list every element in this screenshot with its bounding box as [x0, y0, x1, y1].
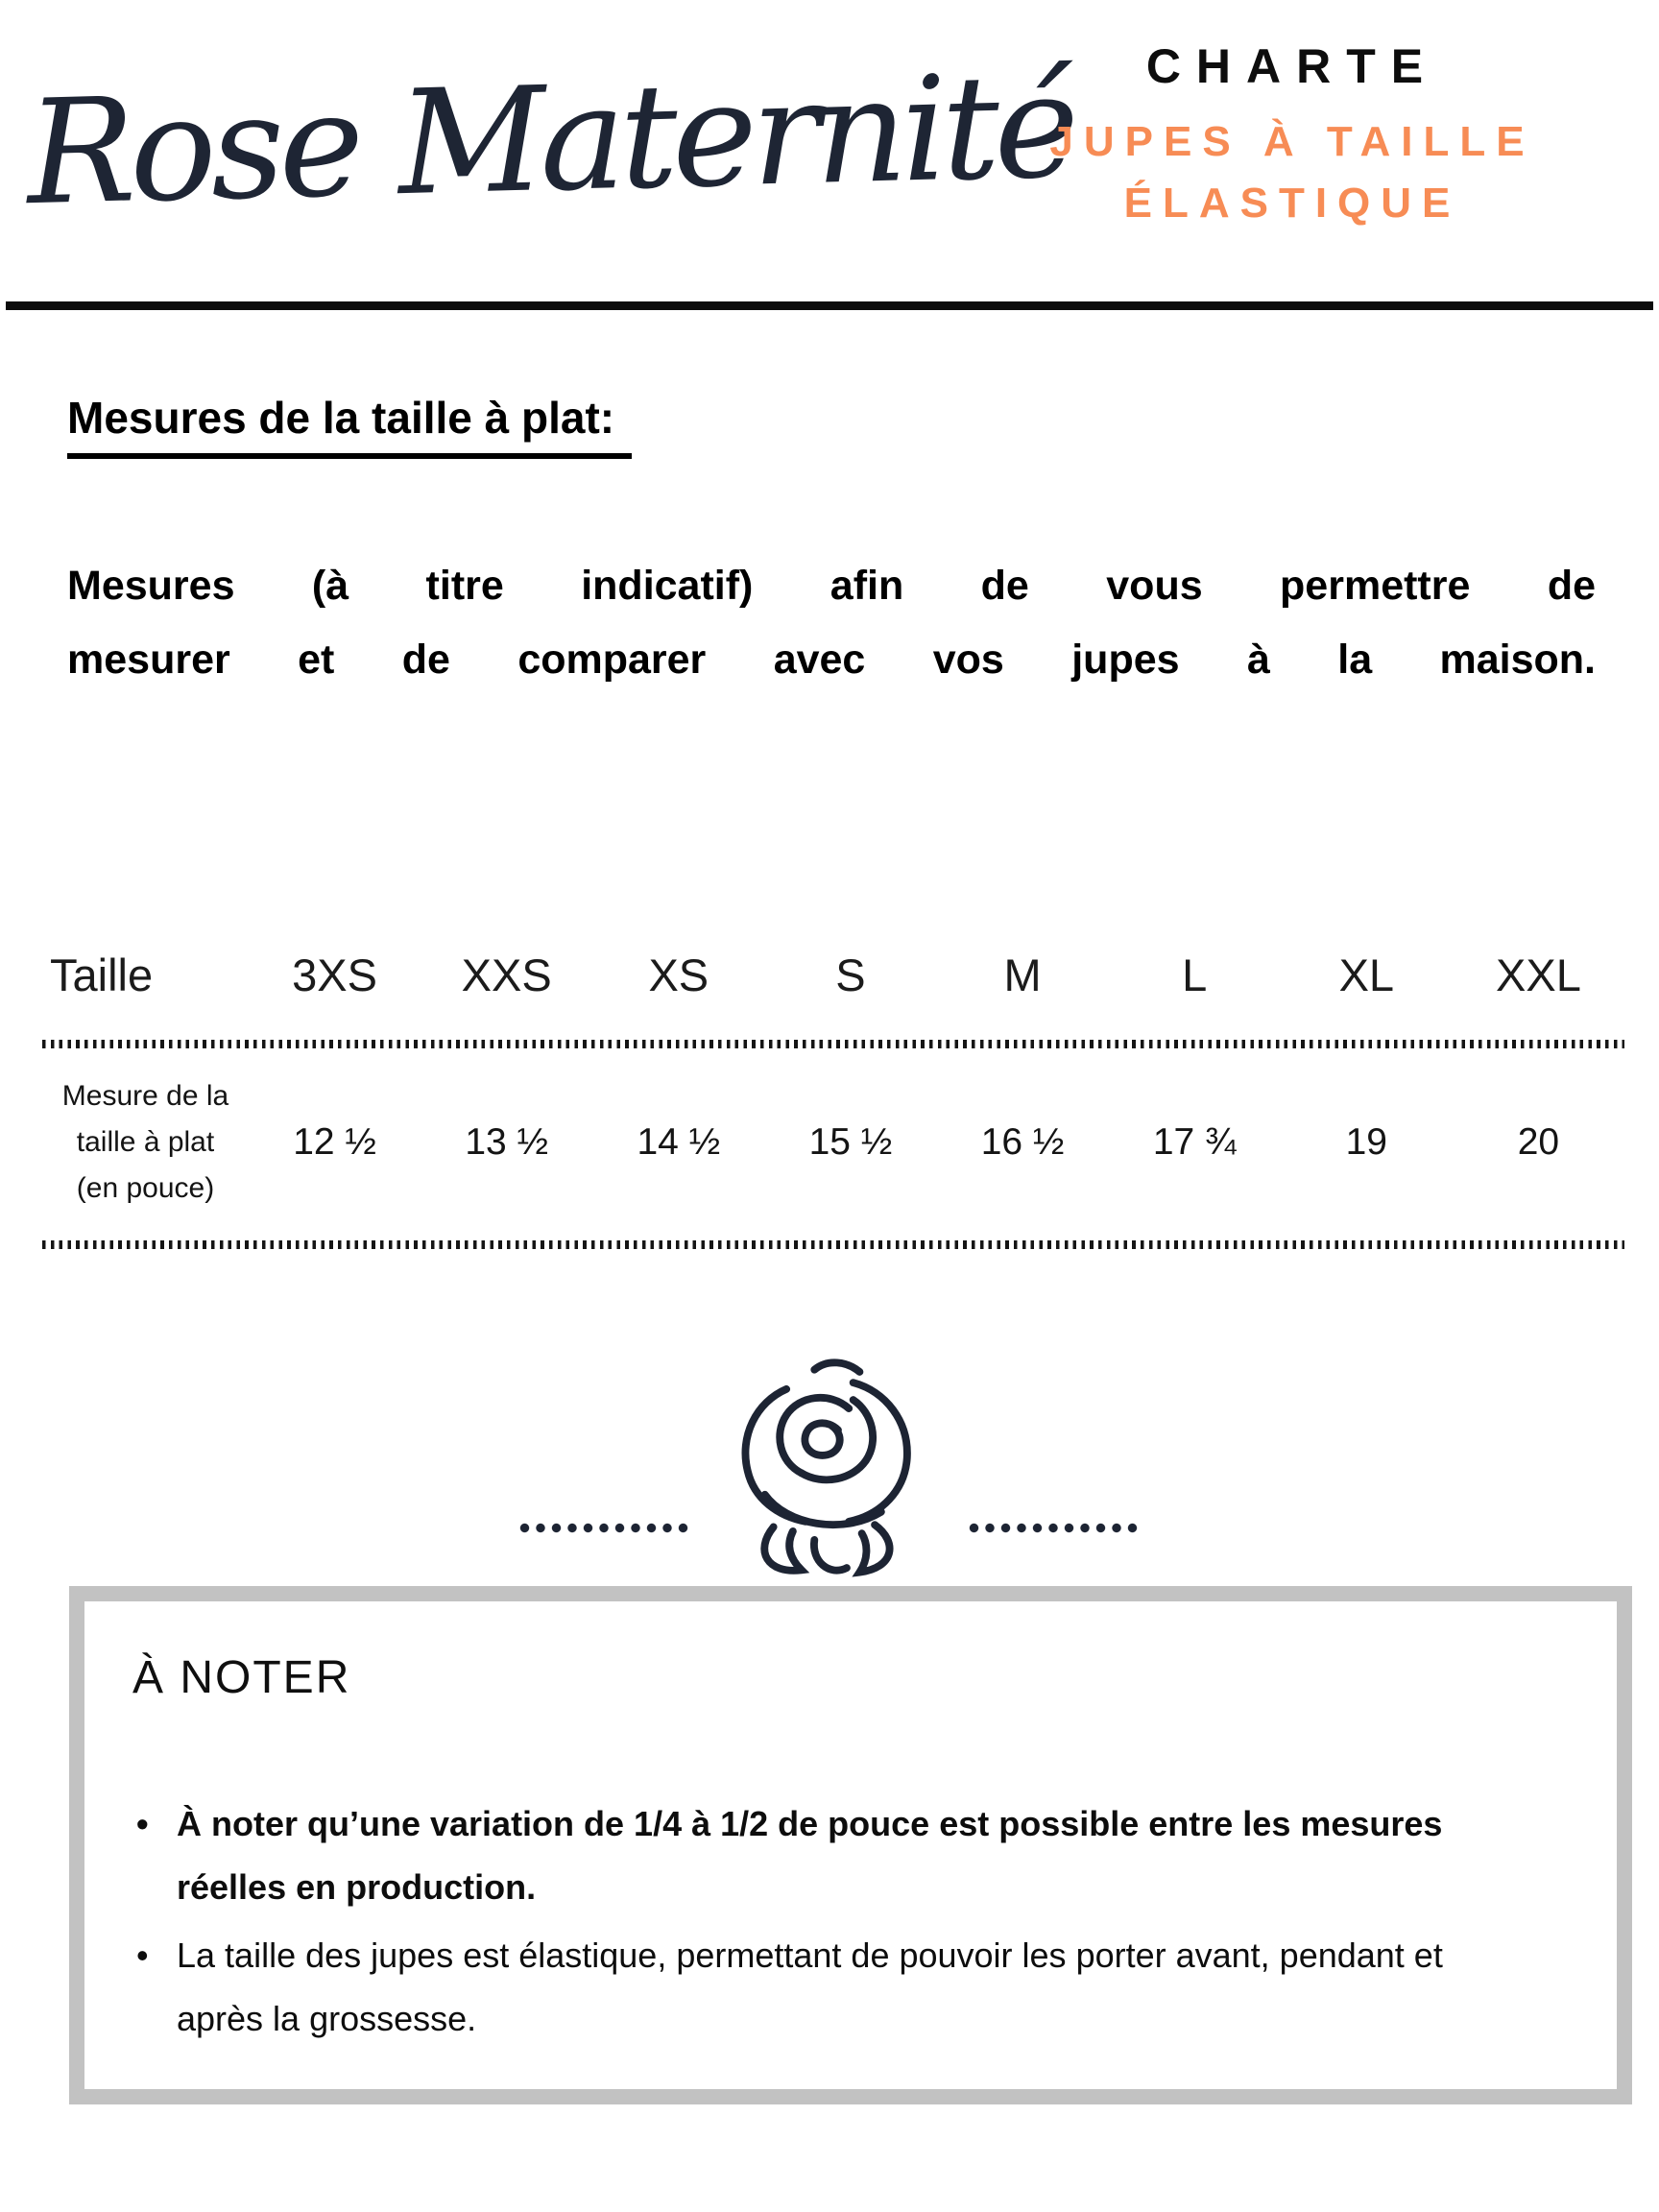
size-table-header-row	[42, 949, 1624, 1001]
note-box	[69, 1586, 1632, 2104]
chart-subtitle	[975, 111, 1609, 234]
measure-xxl: 20	[1517, 1121, 1560, 1163]
chart-subtitle-line1: JUPES À TAILLE	[1049, 118, 1535, 165]
size-col-l: L	[1182, 950, 1208, 1000]
measure-m: 16 ½	[980, 1121, 1065, 1163]
brand-logo: Rose Maternité	[24, 42, 1076, 238]
size-col-xl: XL	[1338, 950, 1395, 1000]
rose-divider	[0, 1346, 1659, 1594]
measure-xxs: 13 ½	[465, 1121, 549, 1163]
right-dots	[969, 1522, 1140, 1534]
note-bullet-elastic: • La taille des jupes est élastique, permettant de pouvoir les porter avant, pendant et après la grossesse.	[177, 1924, 1457, 2050]
left-dots	[519, 1522, 690, 1534]
rose-icon	[704, 1346, 955, 1594]
note-bullet-variation: • À noter qu’une variation de 1/4 à 1/2 de pouce est possible entre les mesures réelles en production.	[177, 1792, 1457, 1918]
measure-3xs: 12 ½	[293, 1121, 376, 1163]
intro-paragraph	[67, 549, 1596, 696]
note-box-title: À NOTER	[132, 1652, 351, 1703]
chart-title: CHARTE	[1145, 39, 1439, 93]
chart-subtitle-line2: ÉLASTIQUE	[1123, 179, 1461, 227]
size-table-value-row	[42, 1073, 1624, 1212]
measure-xs: 14 ½	[637, 1121, 721, 1163]
size-col-s: S	[835, 950, 866, 1000]
header-divider	[6, 301, 1653, 310]
measure-s: 15 ½	[808, 1121, 893, 1163]
size-col-xxl: XXL	[1496, 950, 1581, 1000]
measure-xl: 19	[1345, 1121, 1387, 1163]
size-table-row-header: Taille	[50, 950, 154, 1000]
measure-l: 17 ¾	[1152, 1121, 1237, 1163]
section-heading: Mesures de la taille à plat:	[67, 392, 632, 459]
measure-row-label: Mesure de la taille à plat (en pouce)	[61, 1080, 229, 1204]
chart-title-block	[975, 38, 1609, 234]
size-col-xs: XS	[648, 950, 709, 1000]
intro-line-1: Mesures (à titre indicatif) afin de vous permettre de	[67, 563, 1596, 609]
size-col-m: M	[1003, 950, 1042, 1000]
intro-line-2: mesurer et de comparer avec vos jupes à la maison.	[67, 636, 1596, 683]
size-col-3xs: 3XS	[292, 950, 377, 1000]
section-heading-wrap	[67, 392, 632, 459]
size-table	[42, 949, 1624, 1249]
size-col-xxs: XXS	[461, 950, 552, 1000]
dotted-divider-bottom	[42, 1240, 1624, 1249]
note-list	[132, 1792, 1457, 2050]
dotted-divider-top	[42, 1040, 1624, 1048]
